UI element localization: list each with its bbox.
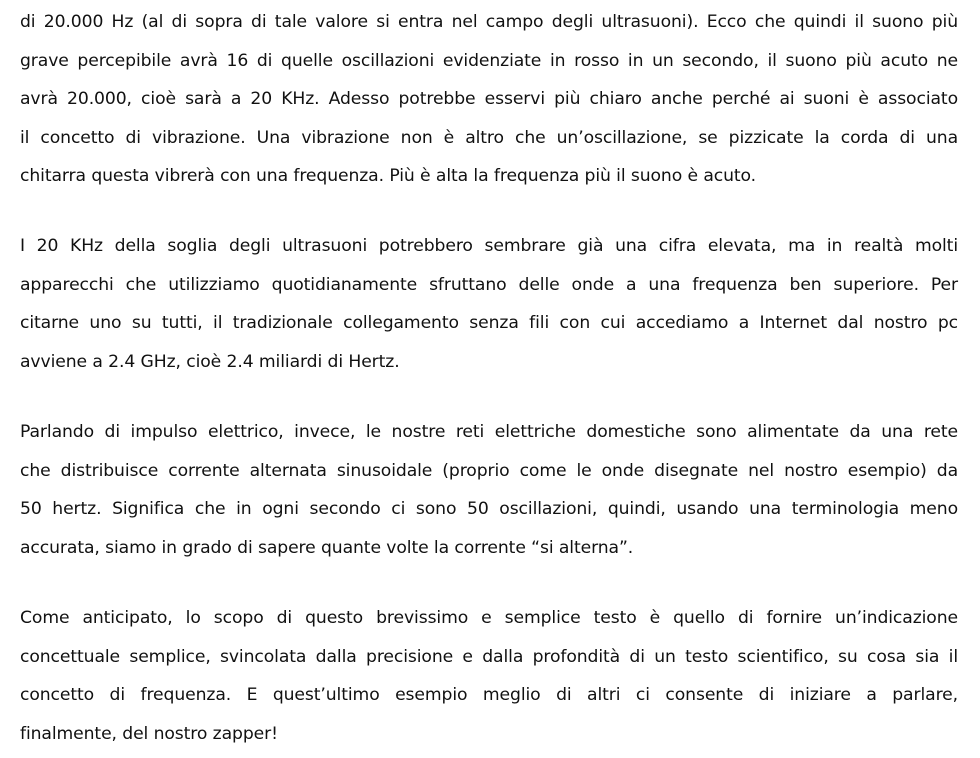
- text-line: concettuale semplice, svincolata dalla precisione e dalla profondità di un testo scientifico, su cosa sia il: [20, 646, 958, 667]
- text-line: 50 hertz. Significa che in ogni secondo ci sono 50 oscillazioni, quindi, usando una terminologia meno: [20, 499, 958, 519]
- text-line: chitarra questa vibrerà con una frequenza. Più è alta la frequenza più il suono è acuto.: [20, 166, 757, 186]
- text-line: concetto di frequenza. E quest’ultimo esempio meglio di altri ci consente di iniziare a parlare,: [20, 685, 958, 705]
- paragraph-audible-range: [20, 3, 958, 196]
- text-line: Come anticipato, lo scopo di questo brevissimo e semplice testo è quello di fornire un’indicazione: [20, 608, 958, 628]
- text-line: il concetto di vibrazione. Una vibrazione non è altro che un’oscillazione, se pizzicate la corda di una: [20, 127, 958, 148]
- text-line: accurata, siamo in grado di sapere quante volte la corrente “si alterna”.: [20, 537, 634, 558]
- text-line: che distribuisce corrente alternata sinusoidale (proprio come le onde disegnate nel nostro esempio) da: [20, 460, 958, 481]
- text-line: Parlando di impulso elettrico, invece, le nostre reti elettriche domestiche sono alimentate da una rete: [20, 422, 958, 442]
- text-line: grave percepibile avrà 16 di quelle oscillazioni evidenziate in rosso in un secondo, il suono più acuto ne: [20, 50, 958, 71]
- text-line: avrà 20.000, cioè sarà a 20 KHz. Adesso potrebbe esservi più chiaro anche perché ai suoni è associato: [20, 89, 958, 109]
- paragraph-conclusion: [20, 599, 958, 753]
- text-line: apparecchi che utilizziamo quotidianamente sfruttano delle onde a una frequenza ben superiore. Per: [20, 274, 958, 295]
- text-line: finalmente, del nostro zapper!: [20, 723, 278, 744]
- paragraph-electric-impulse: [20, 413, 958, 567]
- text-line: citarne uno su tutti, il tradizionale collegamento senza fili con cui accediamo a Internet dal nostro pc: [20, 313, 958, 333]
- text-line: avviene a 2.4 GHz, cioè 2.4 miliardi di Hertz.: [20, 351, 400, 372]
- paragraph-ultrasound: [20, 227, 958, 381]
- text-line: I 20 KHz della soglia degli ultrasuoni potrebbero sembrare già una cifra elevata, ma in realtà molti: [20, 236, 958, 256]
- text-line: di 20.000 Hz (al di sopra di tale valore si entra nel campo degli ultrasuoni). Ecco che quindi il suono più: [20, 12, 958, 32]
